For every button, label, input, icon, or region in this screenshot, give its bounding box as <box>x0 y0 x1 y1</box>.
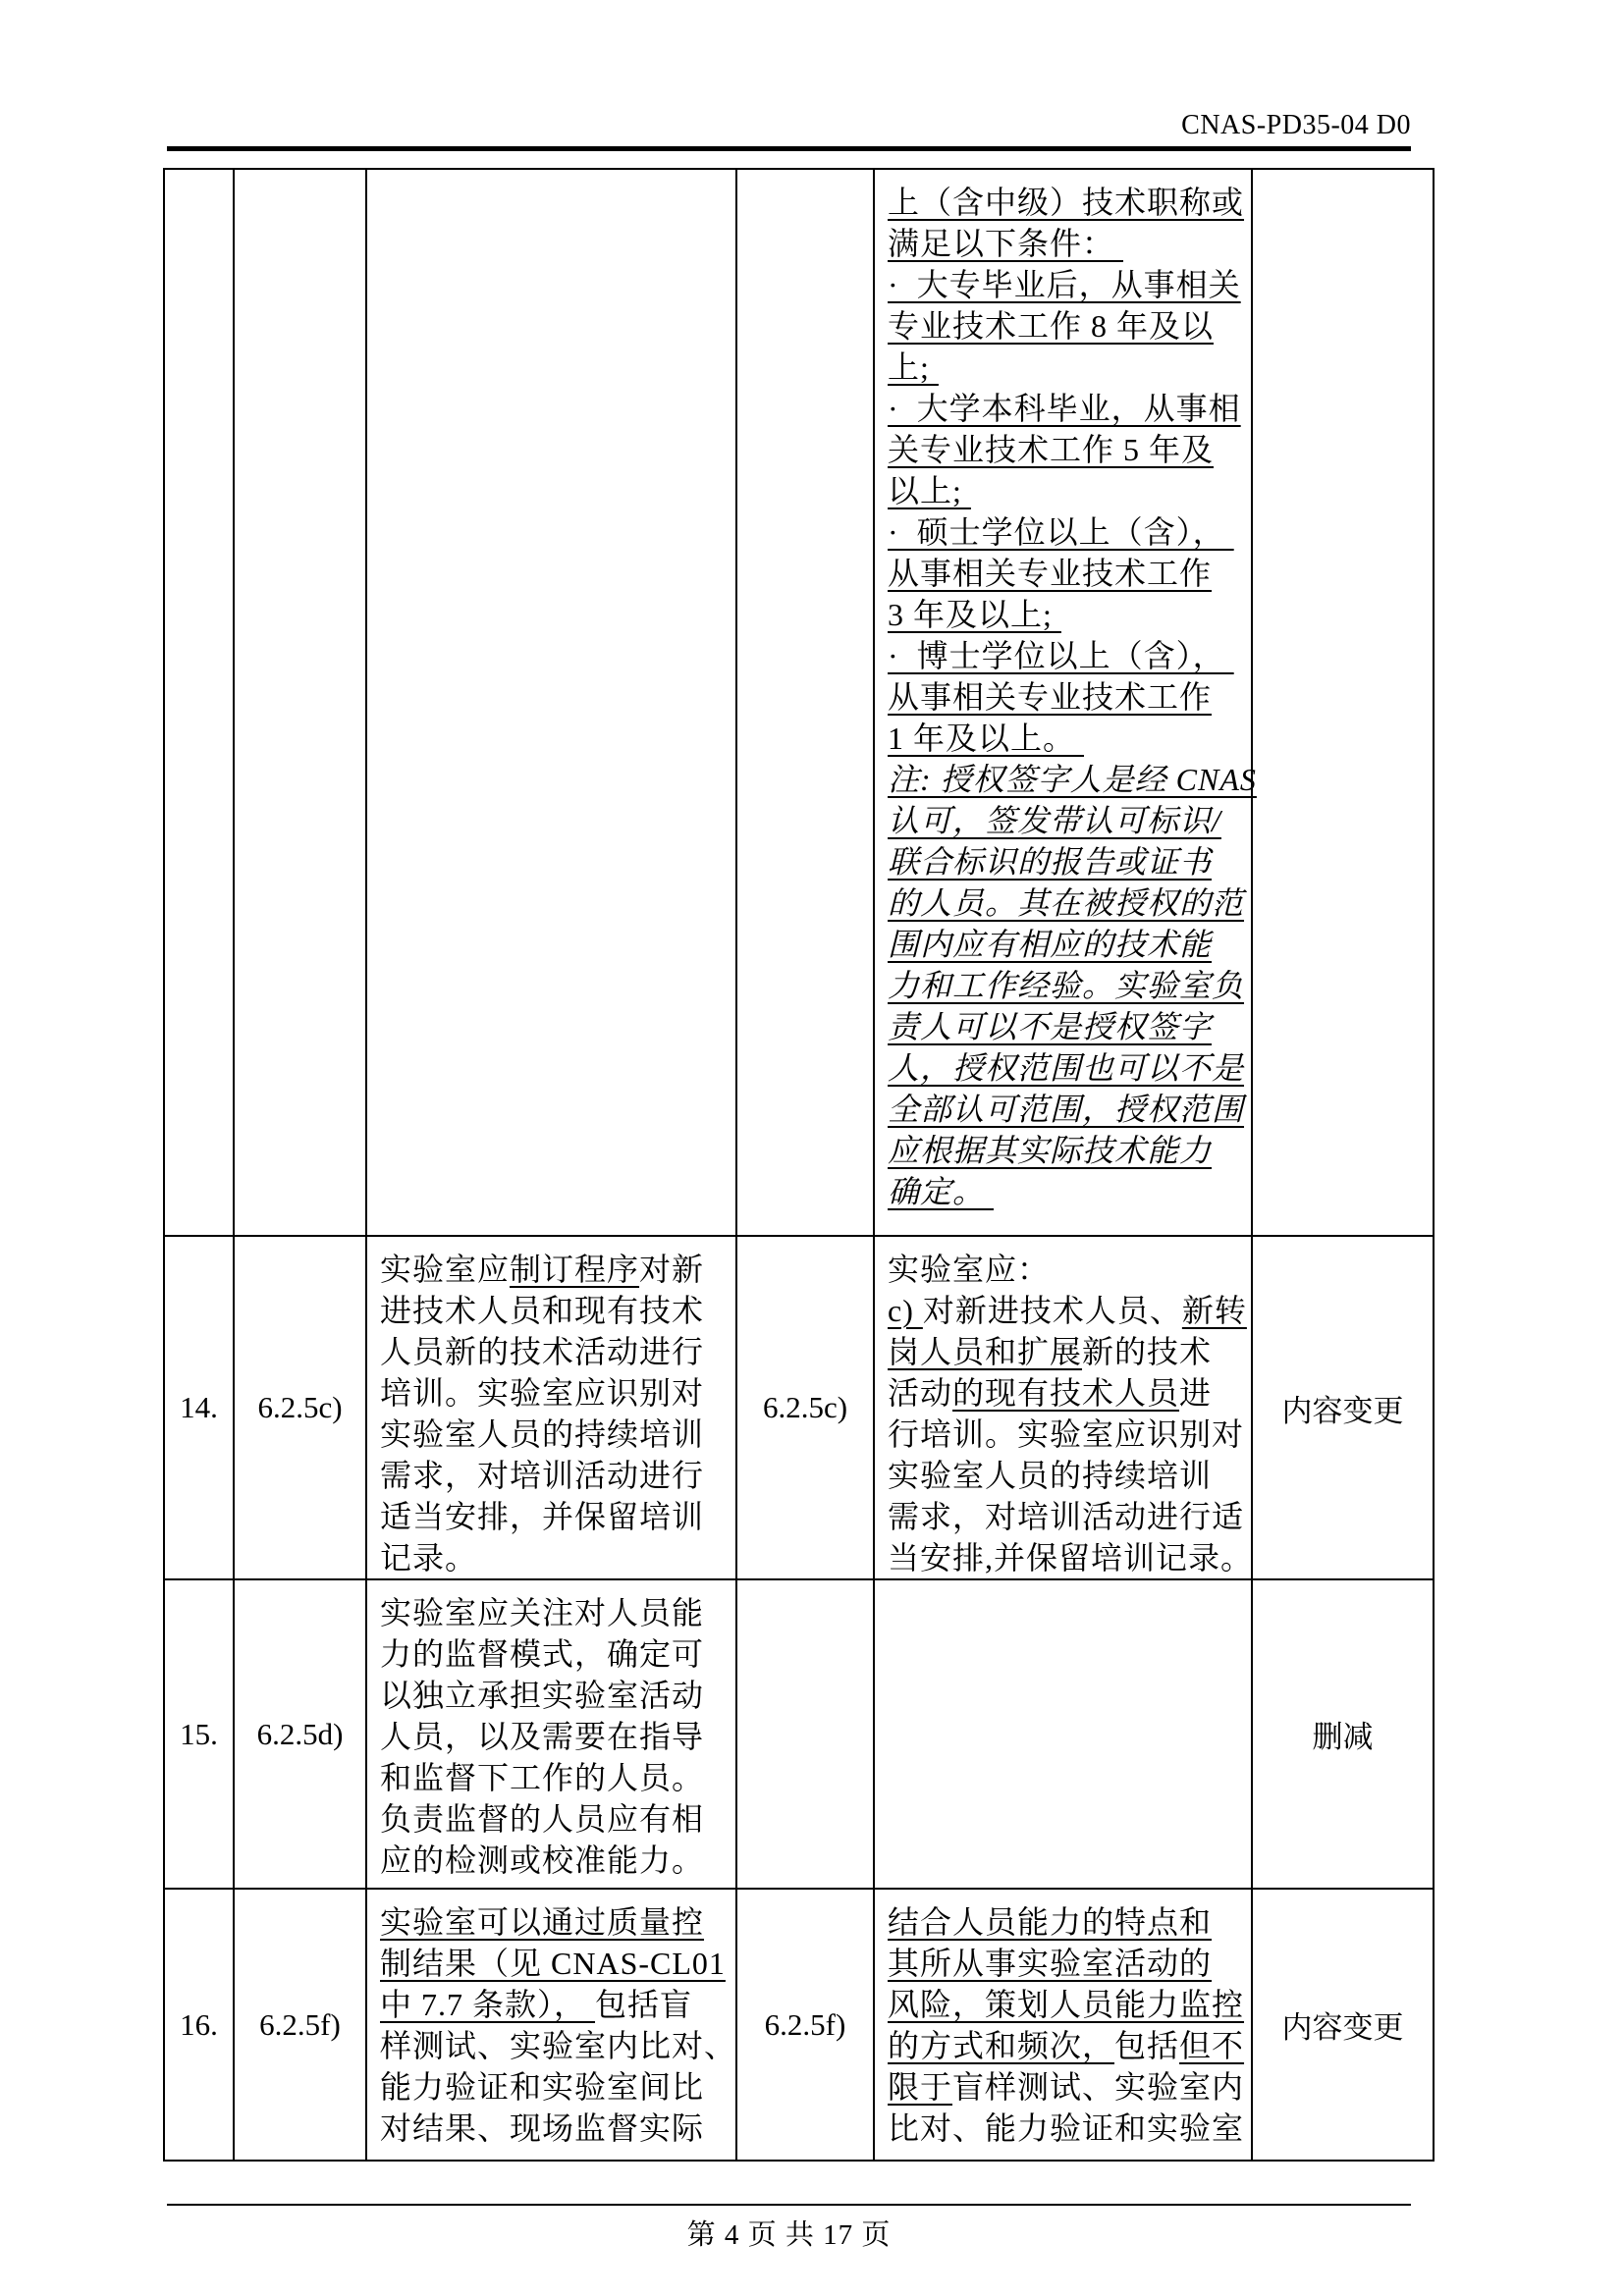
text-run: 实验室应： <box>888 1252 1051 1287</box>
text-run: · 大学本科毕业，从事相 <box>888 391 1241 426</box>
text-line <box>888 223 1251 264</box>
table-row <box>164 1236 1434 1579</box>
text-run: 人员新的技术活动进行 <box>380 1334 705 1369</box>
text-line <box>888 718 1251 759</box>
text-run: 确定。 <box>888 1174 995 1209</box>
text-run: 结合人员能力的特点和 <box>888 1904 1213 1940</box>
text-line <box>888 759 1257 800</box>
text-run: 人，授权范围也可以不是 <box>888 1050 1245 1086</box>
text-run: 需求，对培训活动进行 <box>380 1458 705 1493</box>
text-run: 注: 授权签字人是经 CNAS <box>888 762 1257 797</box>
text-run: 其所从事实验室活动的 <box>888 1946 1213 1981</box>
text-line <box>380 1633 735 1675</box>
text-line <box>888 2108 1251 2149</box>
text-line <box>888 1331 1251 1372</box>
table-body <box>164 169 1434 2161</box>
new-text-cell <box>874 1236 1252 1579</box>
seq-cell: 16. <box>164 1889 234 2161</box>
old-clause-cell: 6.2.5d) <box>234 1579 366 1889</box>
text-run: 应根据其实际技术能力 <box>888 1133 1213 1168</box>
text-run: 包括 <box>1114 2028 1180 2063</box>
new-text-cell <box>874 1579 1252 1889</box>
text-line <box>888 1171 1251 1212</box>
text-line <box>888 1130 1251 1171</box>
text-line <box>380 1331 735 1372</box>
text-line <box>888 1372 1251 1414</box>
text-line <box>888 800 1251 841</box>
text-run: 新转 <box>1181 1293 1247 1328</box>
text-line <box>888 305 1251 347</box>
text-line <box>888 676 1251 718</box>
text-run: 对新 <box>639 1252 705 1287</box>
text-run: 实验室应关注对人员能 <box>380 1595 705 1630</box>
text-line <box>888 635 1251 676</box>
change-type-cell: 内容变更 <box>1252 1889 1434 2161</box>
change-type-cell: 内容变更 <box>1252 1236 1434 1579</box>
page-number: 第 4 页 共 17 页 <box>686 2219 892 2251</box>
text-line <box>380 1249 735 1290</box>
text-line <box>888 882 1251 924</box>
text-run: 上（含中级）技术职称或 <box>888 185 1245 220</box>
text-line <box>380 1716 735 1757</box>
text-run: 实验室可以通过质量控 <box>380 1904 705 1940</box>
text-line <box>380 1496 735 1537</box>
text-line <box>888 388 1251 429</box>
text-line <box>888 1047 1251 1089</box>
new-clause-cell: 6.2.5c) <box>736 1236 874 1579</box>
seq-cell <box>164 169 234 1236</box>
text-run: 比对、能力验证和实验室 <box>888 2110 1245 2146</box>
text-line <box>380 1455 735 1496</box>
footer-rule <box>167 2204 1411 2206</box>
text-run: 责人可以不是授权签字 <box>888 1009 1213 1044</box>
old-text-cell <box>366 1236 736 1579</box>
text-run: 负责监督的人员应有相 <box>380 1801 705 1837</box>
text-run: 实验室人员的持续培训 <box>380 1416 705 1452</box>
text-run: 能力验证和实验室间比 <box>380 2069 705 2105</box>
text-run: 围内应有相应的技术能 <box>888 927 1213 962</box>
text-run: 风险，策划人员能力监控 <box>888 1987 1245 2022</box>
header-rule <box>167 146 1411 151</box>
comparison-table <box>163 168 1435 2162</box>
text-run: 的现有技术人员 <box>952 1375 1180 1411</box>
table-row <box>164 1889 1434 2161</box>
text-run: 实验室人员的持续培训 <box>888 1458 1213 1493</box>
text-run: 新的技术 <box>1082 1334 1213 1369</box>
text-line <box>888 2025 1251 2066</box>
text-run: 3 年及以上; <box>888 597 1061 632</box>
text-run: 从事相关专业技术工作 <box>888 679 1213 715</box>
text-run: 的人员。其在被授权的范 <box>888 885 1245 921</box>
text-line <box>380 2066 735 2108</box>
change-type-cell: 删减 <box>1252 1579 1434 1889</box>
change-type-cell <box>1252 169 1434 1236</box>
new-text-cell <box>874 169 1257 1236</box>
text-line <box>888 1943 1251 1984</box>
old-text-cell <box>366 169 736 1236</box>
text-run: 样测试、实验室内比对、 <box>380 2028 737 2063</box>
text-run: 应的检测或校准能力。 <box>380 1842 705 1878</box>
old-text-cell <box>366 1579 736 1889</box>
text-run: 联合标识的报告或证书 <box>888 844 1213 880</box>
text-line <box>888 347 1251 388</box>
text-line <box>888 1006 1251 1047</box>
table-row <box>164 169 1434 1236</box>
text-line <box>380 2108 735 2149</box>
text-run: 全部认可范围，授权范围 <box>888 1092 1245 1127</box>
text-line <box>888 841 1251 882</box>
text-line <box>888 594 1251 635</box>
text-line <box>888 1537 1254 1578</box>
text-line <box>888 1414 1251 1455</box>
text-run: 记录。 <box>380 1540 478 1575</box>
text-line <box>888 1290 1251 1331</box>
text-line <box>380 1592 735 1633</box>
new-clause-cell <box>736 1579 874 1889</box>
text-run: · 博士学位以上（含）， <box>888 638 1234 673</box>
text-line <box>380 1840 735 1881</box>
text-line <box>380 1901 735 1943</box>
text-line <box>380 1984 735 2025</box>
text-run: 从事相关专业技术工作 <box>888 556 1213 591</box>
old-clause-cell <box>234 169 366 1236</box>
text-run: 行培训。实验室应识别对 <box>888 1416 1245 1452</box>
text-run: 以上; <box>888 473 971 508</box>
text-run: 需求，对培训活动进行适 <box>888 1499 1245 1534</box>
text-line <box>380 1290 735 1331</box>
text-run: 人员，以及需要在指导 <box>380 1719 705 1754</box>
text-run: 进 <box>1179 1375 1213 1411</box>
text-line <box>888 511 1251 553</box>
text-line <box>380 1414 735 1455</box>
text-run: 认可，签发带认可标识/ <box>888 803 1221 838</box>
text-run: 关专业技术工作 5 年及 <box>888 432 1215 467</box>
text-line <box>888 1089 1251 1130</box>
text-run: 的方式和频次， <box>888 2028 1115 2063</box>
text-run: 制结果（见 CNAS-CL01 <box>380 1946 726 1981</box>
seq-cell: 14. <box>164 1236 234 1579</box>
seq-cell: 15. <box>164 1579 234 1889</box>
old-clause-cell: 6.2.5c) <box>234 1236 366 1579</box>
text-line <box>380 1372 735 1414</box>
text-line <box>888 553 1251 594</box>
text-run: 中 7.7 条款）， <box>380 1987 596 2022</box>
text-run: 岗人员和扩展 <box>888 1334 1083 1369</box>
new-text-cell <box>874 1889 1252 2161</box>
text-line <box>888 1984 1251 2025</box>
text-run: 适当安排，并保留培训 <box>380 1499 705 1534</box>
old-clause-cell: 6.2.5f) <box>234 1889 366 2161</box>
text-run: · 大专毕业后，从事相关 <box>888 267 1241 302</box>
text-run: 活动 <box>888 1375 953 1411</box>
text-run: 但不 <box>1179 2028 1245 2063</box>
text-line <box>888 264 1251 305</box>
text-line <box>380 1757 735 1798</box>
text-run: 专业技术工作 8 年及以 <box>888 308 1215 344</box>
text-line <box>380 1675 735 1716</box>
text-line <box>888 924 1251 965</box>
text-run: c) <box>888 1293 923 1328</box>
text-line <box>888 429 1251 470</box>
text-line <box>888 1496 1251 1537</box>
text-run: 满足以下条件： <box>888 226 1124 261</box>
text-line <box>380 1798 735 1840</box>
text-run: 进技术人员和现有技术 <box>380 1293 705 1328</box>
text-run: 制订程序 <box>510 1252 640 1287</box>
text-line <box>888 1249 1251 1290</box>
new-clause-cell: 6.2.5f) <box>736 1889 874 2161</box>
table-row <box>164 1579 1434 1889</box>
text-run: 力的监督模式，确定可 <box>380 1636 705 1672</box>
text-run: 包括盲 <box>595 1987 693 2022</box>
text-line <box>888 2066 1251 2108</box>
text-line <box>888 1455 1251 1496</box>
text-run: 限于 <box>888 2069 953 2105</box>
text-run: 上; <box>888 349 939 385</box>
text-line <box>380 2025 735 2066</box>
text-line <box>888 965 1251 1006</box>
text-line <box>380 1537 735 1578</box>
text-line <box>380 1943 735 1984</box>
text-line <box>888 1901 1251 1943</box>
document-code: CNAS-PD35-04 D0 <box>1181 110 1411 140</box>
text-run: · 硕士学位以上（含）， <box>888 514 1234 550</box>
text-run: 当安排,并保留培训记录。 <box>888 1540 1254 1575</box>
text-run: 以独立承担实验室活动 <box>380 1678 705 1713</box>
text-run: 培训。实验室应识别对 <box>380 1375 705 1411</box>
text-run: 实验室应 <box>380 1252 511 1287</box>
text-run: 和监督下工作的人员。 <box>380 1760 705 1795</box>
new-clause-cell <box>736 169 874 1236</box>
old-text-cell <box>366 1889 736 2161</box>
text-run: 对新进技术人员、 <box>922 1293 1182 1328</box>
text-run: 力和工作经验。实验室负 <box>888 968 1245 1003</box>
text-run: 对结果、现场监督实际 <box>380 2110 705 2146</box>
text-run: 盲样测试、实验室内 <box>952 2069 1245 2105</box>
text-line <box>888 470 1251 511</box>
text-line <box>888 182 1251 223</box>
text-run: 1 年及以上。 <box>888 721 1085 756</box>
